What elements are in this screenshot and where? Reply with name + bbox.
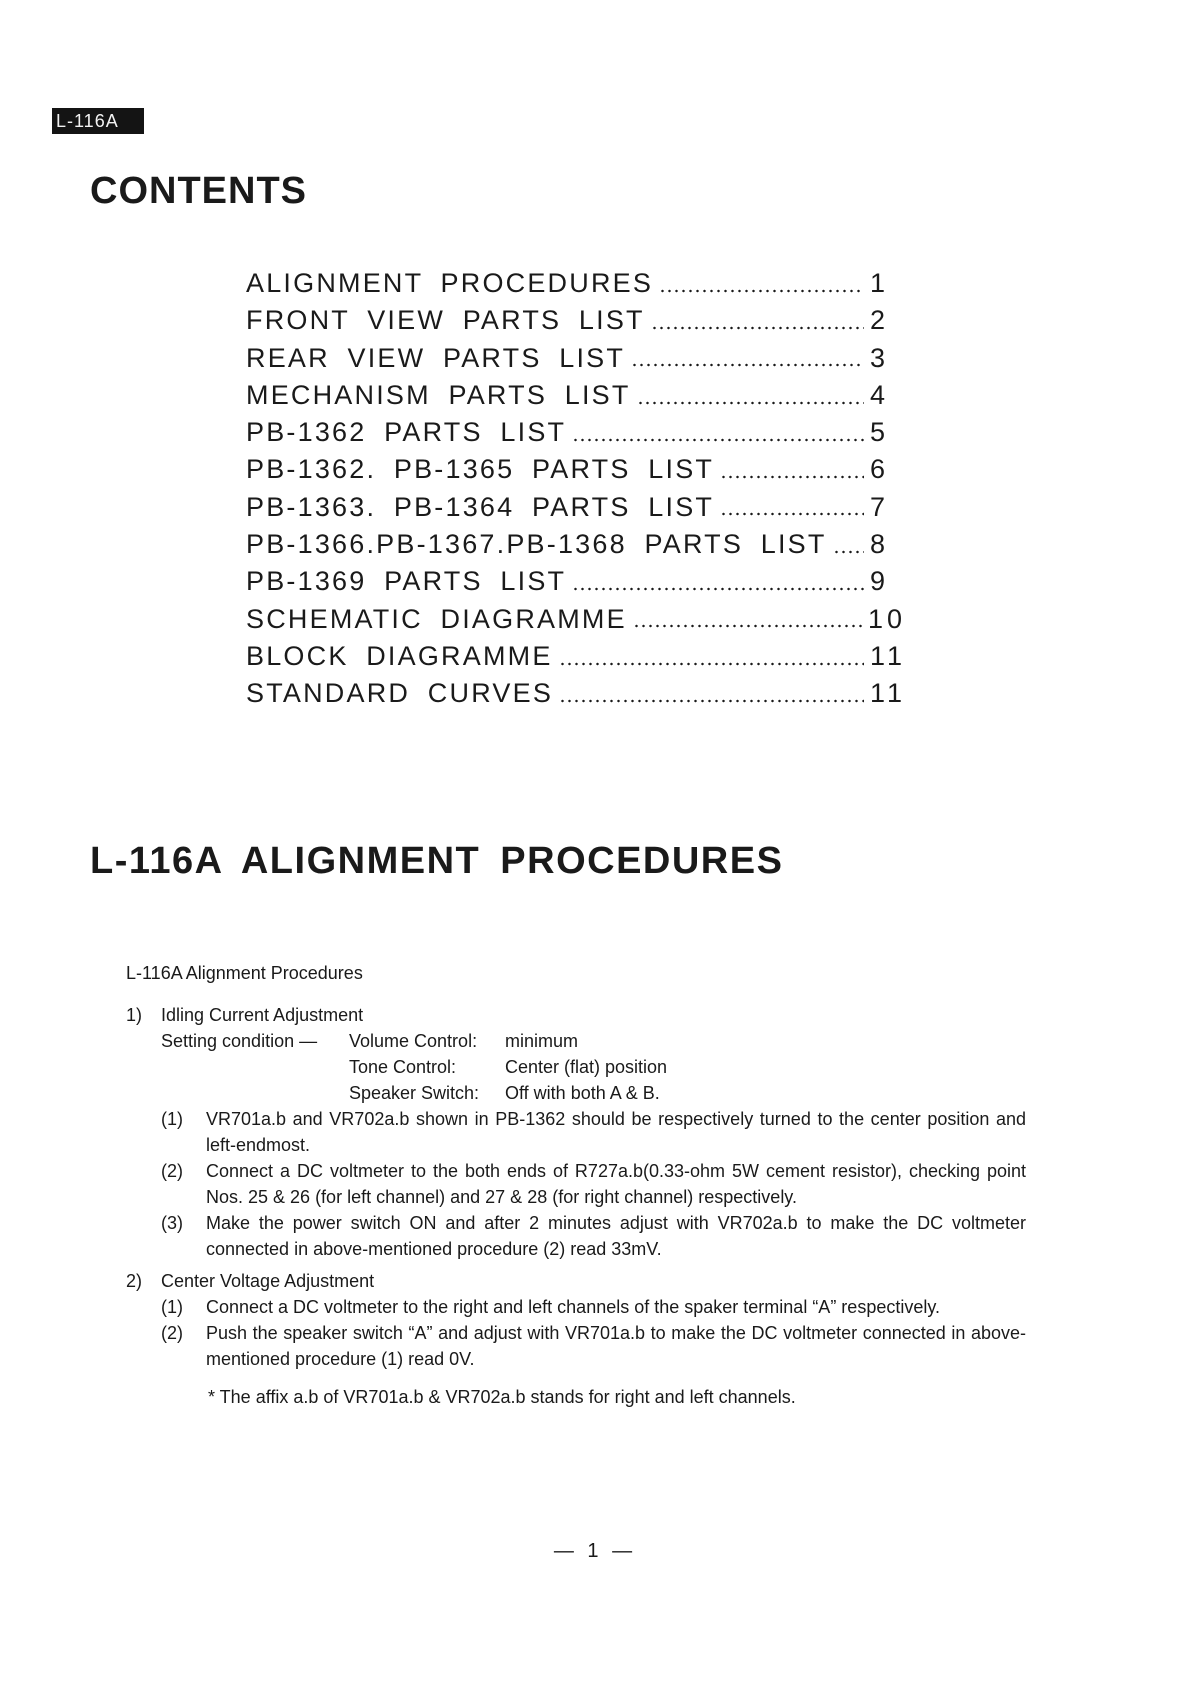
toc-leader-dots <box>833 549 864 555</box>
toc-label: PB-1362. PB-1365 PARTS LIST <box>246 454 715 485</box>
sub-step-number: (2) <box>161 1323 183 1343</box>
toc-page-number: 11 <box>869 678 906 709</box>
toc-label: FRONT VIEW PARTS LIST <box>246 305 645 336</box>
toc-entry <box>246 380 906 417</box>
sub-step <box>161 1106 1026 1158</box>
toc-entry <box>246 604 906 641</box>
sub-step-number: (1) <box>161 1109 183 1129</box>
setting-row <box>161 1028 1026 1054</box>
toc-page-number: 5 <box>870 417 890 448</box>
toc-entry <box>246 566 906 603</box>
toc-label: SCHEMATIC DIAGRAMME <box>246 603 627 634</box>
toc-leader-dots <box>572 437 864 443</box>
toc-label: BLOCK DIAGRAMME <box>246 640 553 671</box>
setting-value: Off with both A & B. <box>505 1083 660 1103</box>
setting-lead-spacer <box>161 1080 349 1106</box>
setting-label: Speaker Switch: <box>349 1083 480 1103</box>
toc-leader-dots <box>633 623 862 629</box>
toc-page-number: 3 <box>870 342 890 373</box>
toc-entry <box>246 305 906 342</box>
step-idling-current <box>126 1002 1026 1028</box>
sub-step <box>161 1294 1026 1320</box>
procedures-subheading: L-116A Alignment Procedures <box>126 963 363 983</box>
sub-step-text: Connect a DC voltmeter to the right and left channels of the spaker terminal “A” respectively. <box>206 1297 941 1317</box>
sub-step-text: Connect a DC voltmeter to the both ends of R727a.b(0.33-ohm 5W cement resistor), checking point Nos. 25 & 26 (for left channel) and 27 & 28 (for right channel) respectively. <box>206 1161 1026 1207</box>
toc-page-number: 2 <box>870 305 890 336</box>
toc-label: STANDARD CURVES <box>246 678 554 709</box>
contents-title: CONTENTS <box>90 170 307 212</box>
sub-step <box>161 1158 1026 1210</box>
step-number: 1) <box>126 1005 143 1025</box>
toc-leader-dots <box>651 325 864 331</box>
toc-entry <box>246 641 906 678</box>
step-title: Center Voltage Adjustment <box>161 1271 375 1291</box>
setting-condition <box>161 1028 1026 1106</box>
toc-label: PB-1366.PB-1367.PB-1368 PARTS LIST <box>246 529 827 560</box>
setting-value: minimum <box>505 1031 579 1051</box>
toc-page-number: 10 <box>867 603 906 634</box>
toc-entry <box>246 678 906 715</box>
page-number: — 1 — <box>553 1540 637 1562</box>
toc-leader-dots <box>720 474 864 480</box>
toc-page-number: 8 <box>870 529 890 560</box>
sub-step-text: Push the speaker switch “A” and adjust with VR701a.b to make the DC voltmeter connected in above-mentioned procedure (1) read 0V. <box>206 1323 1026 1369</box>
toc-page-number: 6 <box>870 454 890 485</box>
toc-page-number: 11 <box>869 640 906 671</box>
toc-entry <box>246 268 906 305</box>
sub-step-text: Make the power switch ON and after 2 minutes adjust with VR702a.b to make the DC voltmeter connected in above-mentioned procedure (2) read 33mV. <box>206 1213 1026 1259</box>
toc-leader-dots <box>659 288 864 294</box>
setting-value: Center (flat) position <box>505 1057 668 1077</box>
sub-step <box>161 1210 1026 1262</box>
toc-label: ALIGNMENT PROCEDURES <box>246 268 654 298</box>
step-center-voltage <box>126 1268 1026 1294</box>
toc-entry <box>246 343 906 380</box>
toc-page-number: 9 <box>870 566 890 597</box>
setting-row <box>161 1080 1026 1106</box>
sub-step-text: VR701a.b and VR702a.b shown in PB-1362 should be respectively turned to the center position and left-endmost. <box>206 1109 1026 1155</box>
toc-leader-dots <box>559 661 864 667</box>
toc-entry <box>246 492 906 529</box>
sub-step <box>161 1320 1026 1372</box>
alignment-procedures-body <box>126 960 1026 1428</box>
toc-label: PB-1363. PB-1364 PARTS LIST <box>246 491 715 522</box>
section-title: L-116A ALIGNMENT PROCEDURES <box>90 840 784 882</box>
sub-step-number: (1) <box>161 1297 183 1317</box>
toc-label: REAR VIEW PARTS LIST <box>246 342 626 373</box>
footnote: * The affix a.b of VR701a.b & VR702a.b stands for right and left channels. <box>208 1387 796 1407</box>
toc-entry <box>246 454 906 491</box>
header-tab: L-116A <box>52 108 144 134</box>
toc-label: PB-1362 PARTS LIST <box>246 417 567 448</box>
step-number: 2) <box>126 1271 143 1291</box>
toc-leader-dots <box>572 586 864 592</box>
toc-entry <box>246 417 906 454</box>
setting-row <box>161 1054 1026 1080</box>
toc-entry <box>246 529 906 566</box>
sub-step-number: (3) <box>161 1213 183 1233</box>
toc-label: PB-1369 PARTS LIST <box>246 566 567 597</box>
toc-leader-dots <box>631 362 864 368</box>
setting-label: Tone Control: <box>349 1057 457 1077</box>
setting-label: Volume Control: <box>349 1031 478 1051</box>
toc-leader-dots <box>720 511 864 517</box>
step-title: Idling Current Adjustment <box>161 1005 364 1025</box>
setting-lead-spacer <box>161 1054 349 1080</box>
toc-page-number: 7 <box>870 491 890 522</box>
table-of-contents <box>246 268 906 716</box>
toc-leader-dots <box>637 400 864 406</box>
sub-step-number: (2) <box>161 1161 183 1181</box>
toc-label: MECHANISM PARTS LIST <box>246 379 631 410</box>
toc-leader-dots <box>559 698 864 704</box>
toc-page-number: 1 <box>870 268 890 298</box>
setting-lead: Setting condition — <box>161 1031 318 1051</box>
toc-page-number: 4 <box>870 379 890 410</box>
